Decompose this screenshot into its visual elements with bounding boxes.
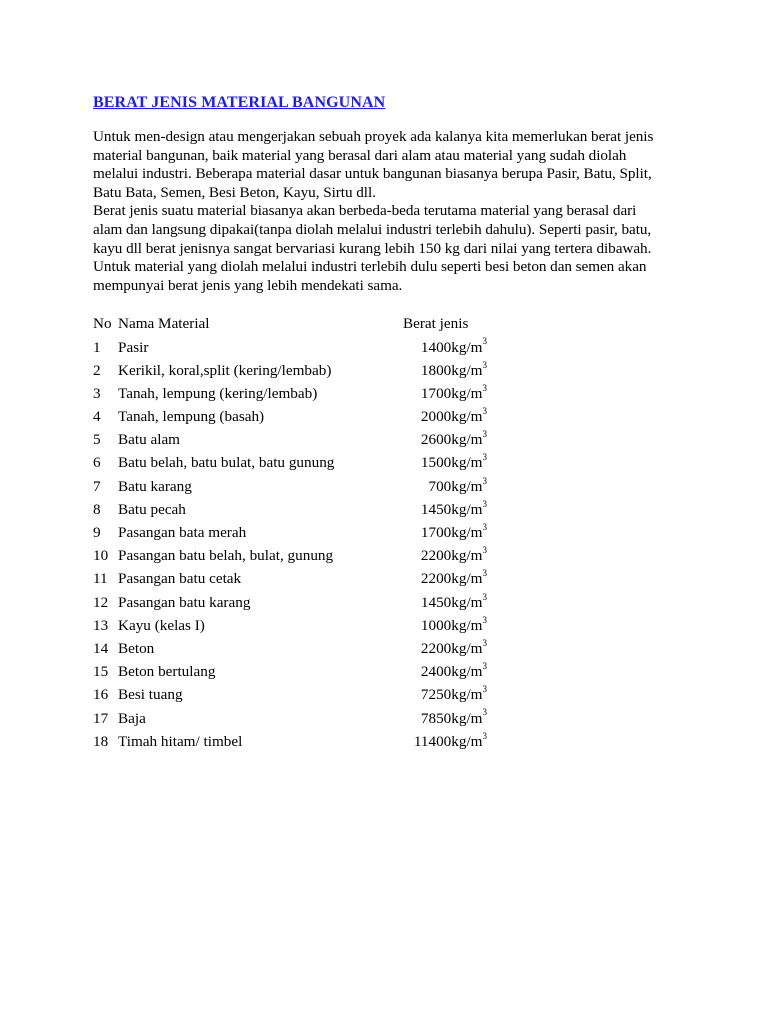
material-name: Batu belah, batu bulat, batu gunung xyxy=(118,454,335,472)
unit-exponent: 3 xyxy=(482,730,487,741)
weight-number: 2200 xyxy=(420,547,452,565)
weight-number: 2400 xyxy=(420,663,452,681)
table-row xyxy=(93,547,683,570)
material-name: Besi tuang xyxy=(118,686,183,704)
unit-exponent: 3 xyxy=(482,707,487,718)
row-number: 7 xyxy=(93,477,101,495)
unit-exponent: 3 xyxy=(482,684,487,695)
material-weight xyxy=(420,591,487,612)
table-row xyxy=(93,359,683,385)
material-weight xyxy=(420,637,487,658)
row-number: 16 xyxy=(93,686,109,704)
row-number: 4 xyxy=(93,408,101,426)
material-weight xyxy=(420,359,487,380)
row-number: 3 xyxy=(93,384,101,402)
unit-exponent: 3 xyxy=(482,568,487,579)
weight-unit: kg/m xyxy=(451,500,483,518)
unit-exponent: 3 xyxy=(482,637,487,648)
table-row xyxy=(93,707,683,733)
weight-unit: kg/m xyxy=(451,616,483,634)
material-name: Batu pecah xyxy=(118,500,186,518)
unit-exponent: 3 xyxy=(482,336,487,347)
weight-number: 7250 xyxy=(420,686,452,704)
weight-number: 1450 xyxy=(420,593,452,611)
material-name: Pasangan bata merah xyxy=(118,524,247,542)
weight-number: 2200 xyxy=(420,639,452,657)
material-name: Kayu (kelas I) xyxy=(118,616,205,634)
material-name: Baja xyxy=(118,709,146,727)
table-row xyxy=(93,686,683,709)
table-row xyxy=(93,663,683,686)
material-name: Pasangan batu karang xyxy=(118,593,251,611)
row-number: 10 xyxy=(93,547,109,565)
material-weight xyxy=(420,707,487,728)
weight-unit: kg/m xyxy=(451,524,483,542)
unit-exponent: 3 xyxy=(482,475,487,486)
weight-number: 1450 xyxy=(420,500,452,518)
material-name: Pasangan batu cetak xyxy=(118,570,242,588)
material-name: Kerikil, koral,split (kering/lembab) xyxy=(118,361,332,379)
weight-unit: kg/m xyxy=(451,431,483,449)
row-number: 17 xyxy=(93,709,109,727)
weight-unit: kg/m xyxy=(451,593,483,611)
weight-number: 11400 xyxy=(413,732,452,750)
unit-exponent: 3 xyxy=(482,545,487,556)
table-row xyxy=(93,498,683,524)
paragraph-line: material bangunan, baik material yang berasal dari alam atau material yang sudah diolah xyxy=(93,146,627,164)
unit-exponent: 3 xyxy=(482,406,487,417)
material-weight xyxy=(420,521,487,542)
paragraph-line: melalui industri. Beberapa material dasar untuk bangunan biasanya berupa Pasir, Batu, Split, xyxy=(93,165,652,183)
header-value: Berat jenis xyxy=(403,315,469,333)
material-weight xyxy=(421,547,487,565)
material-weight xyxy=(421,408,487,426)
weight-unit: kg/m xyxy=(451,547,483,565)
material-weight xyxy=(413,730,487,751)
weight-number: 700 xyxy=(428,477,452,495)
weight-unit: kg/m xyxy=(451,361,483,379)
unit-exponent: 3 xyxy=(482,498,487,509)
weight-unit: kg/m xyxy=(451,477,483,495)
material-weight xyxy=(428,475,487,496)
table-row xyxy=(93,431,683,454)
material-name: Timah hitam/ timbel xyxy=(118,732,243,750)
material-weight xyxy=(420,498,487,519)
row-number: 8 xyxy=(93,500,101,518)
table-row xyxy=(93,730,683,756)
table-row xyxy=(93,475,683,501)
unit-exponent: 3 xyxy=(482,661,487,672)
paragraph-line: Berat jenis suatu material biasanya akan berbeda-beda terutama material yang berasal dari xyxy=(93,202,637,220)
material-name: Beton bertulang xyxy=(118,663,216,681)
row-number: 2 xyxy=(93,361,101,379)
unit-exponent: 3 xyxy=(482,452,487,463)
paragraph-line: Untuk men-design atau mengerjakan sebuah proyek ada kalanya kita memerlukan berat jenis xyxy=(93,128,654,145)
row-number: 1 xyxy=(93,338,101,356)
weight-unit: kg/m xyxy=(451,454,483,472)
weight-unit: kg/m xyxy=(451,384,483,402)
table-row xyxy=(93,382,683,408)
table-row xyxy=(93,521,683,547)
intro-paragraph xyxy=(93,128,683,295)
material-name: Batu karang xyxy=(118,477,192,495)
paragraph-line: kayu dll berat jenisnya sangat bervariasi kurang lebih 150 kg dari nilai yang tertera dibawah. xyxy=(93,239,652,257)
row-number: 9 xyxy=(93,524,101,542)
material-weight xyxy=(421,686,487,704)
row-number: 18 xyxy=(93,732,109,750)
weight-number: 2000 xyxy=(420,408,452,426)
weight-unit: kg/m xyxy=(451,663,483,681)
header-no: No xyxy=(93,315,112,333)
unit-exponent: 3 xyxy=(482,591,487,602)
weight-number: 1400 xyxy=(420,338,452,356)
weight-number: 1000 xyxy=(420,616,452,634)
weight-unit: kg/m xyxy=(451,709,483,727)
paragraph-line: mempunyai berat jenis yang lebih mendekati sama. xyxy=(93,276,403,294)
table-row xyxy=(93,408,683,431)
table-header-row xyxy=(93,315,683,338)
weight-unit: kg/m xyxy=(451,338,483,356)
material-weight xyxy=(421,570,487,588)
material-weight xyxy=(421,431,487,449)
row-number: 13 xyxy=(93,616,109,634)
weight-unit: kg/m xyxy=(451,686,483,704)
material-weight xyxy=(421,663,487,681)
unit-exponent: 3 xyxy=(482,521,487,532)
table-row xyxy=(93,336,683,362)
material-weight xyxy=(420,382,487,403)
paragraph-line: alam dan langsung dipakai(tanpa diolah melalui industri terlebih dahulu). Seperti pasir, batu, xyxy=(93,220,652,238)
material-weight xyxy=(421,454,487,472)
row-number: 6 xyxy=(93,454,101,472)
material-name: Pasir xyxy=(118,338,149,356)
weight-number: 7850 xyxy=(420,709,452,727)
table-row xyxy=(93,591,683,617)
document-content xyxy=(93,92,683,756)
row-number: 11 xyxy=(93,570,108,588)
weight-number: 1700 xyxy=(420,384,452,402)
unit-exponent: 3 xyxy=(482,359,487,370)
document-title: BERAT JENIS MATERIAL BANGUNAN xyxy=(93,94,386,111)
unit-exponent: 3 xyxy=(482,614,487,625)
weight-number: 2200 xyxy=(420,570,452,588)
unit-exponent: 3 xyxy=(482,429,487,440)
table-row xyxy=(93,454,683,477)
weight-unit: kg/m xyxy=(451,408,483,426)
weight-number: 1500 xyxy=(420,454,452,472)
material-name: Pasangan batu belah, bulat, gunung xyxy=(118,547,334,565)
row-number: 12 xyxy=(93,593,109,611)
paragraph-line: Untuk material yang diolah melalui industri terlebih dulu seperti besi beton dan semen akan xyxy=(93,258,647,276)
material-name: Beton xyxy=(118,639,155,657)
weight-unit: kg/m xyxy=(451,639,483,657)
row-number: 15 xyxy=(93,663,109,681)
material-name: Batu alam xyxy=(118,431,180,449)
material-name: Tanah, lempung (basah) xyxy=(118,408,265,426)
weight-unit: kg/m xyxy=(451,570,483,588)
material-table xyxy=(93,315,683,756)
row-number: 5 xyxy=(93,431,101,449)
table-row xyxy=(93,637,683,663)
weight-unit: kg/m xyxy=(451,732,483,750)
header-name: Nama Material xyxy=(118,315,210,333)
material-weight xyxy=(420,336,487,357)
material-name: Tanah, lempung (kering/lembab) xyxy=(118,384,318,402)
weight-number: 1700 xyxy=(420,524,452,542)
row-number: 14 xyxy=(93,639,109,657)
unit-exponent: 3 xyxy=(482,382,487,393)
material-weight xyxy=(420,614,487,635)
weight-number: 1800 xyxy=(420,361,452,379)
table-row xyxy=(93,614,683,640)
weight-number: 2600 xyxy=(420,431,452,449)
table-row xyxy=(93,570,683,593)
paragraph-line: Batu Bata, Semen, Besi Beton, Kayu, Sirtu dll. xyxy=(93,183,376,201)
